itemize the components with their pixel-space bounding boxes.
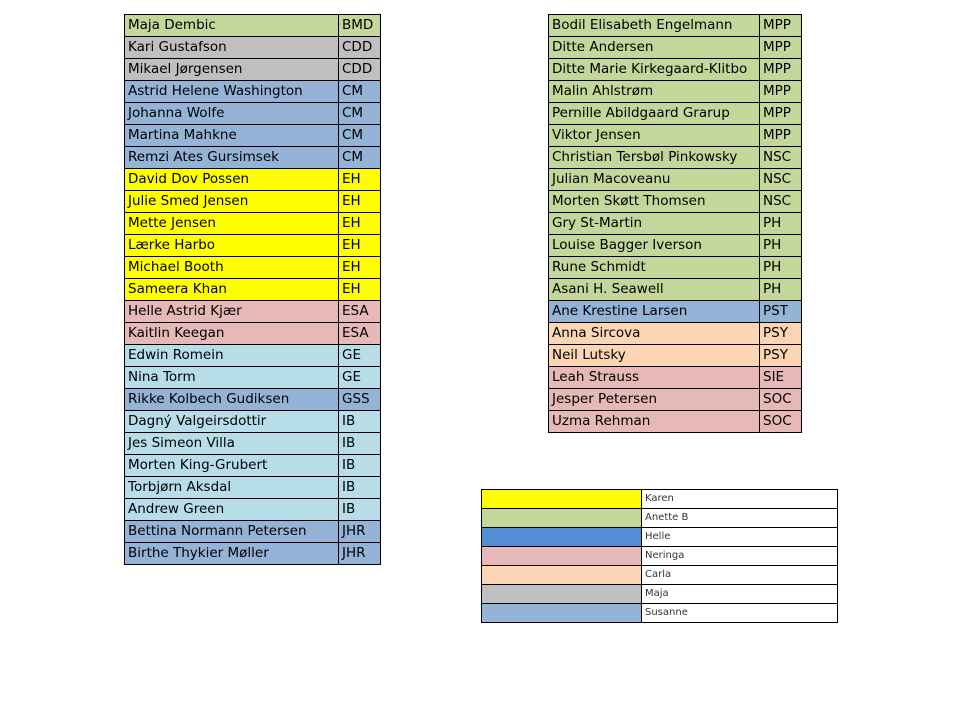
person-name-cell[interactable]: David Dov Possen: [125, 169, 339, 191]
table-row: [549, 235, 802, 257]
table-row: [549, 345, 802, 367]
department-code-cell[interactable]: EH: [339, 191, 381, 213]
person-name-cell[interactable]: Martina Mahkne: [125, 125, 339, 147]
person-name-cell[interactable]: Louise Bagger Iverson: [549, 235, 760, 257]
legend-row: [482, 528, 838, 547]
table-row: [549, 15, 802, 37]
table-row: [549, 191, 802, 213]
person-name-cell[interactable]: Jesper Petersen: [549, 389, 760, 411]
department-code-cell[interactable]: EH: [339, 257, 381, 279]
person-name-cell[interactable]: Kari Gustafson: [125, 37, 339, 59]
person-name-cell[interactable]: Christian Tersbøl Pinkowsky: [549, 147, 760, 169]
department-code-cell[interactable]: MPP: [760, 81, 802, 103]
department-code-cell[interactable]: EH: [339, 169, 381, 191]
department-code-cell[interactable]: MPP: [760, 37, 802, 59]
department-code-cell[interactable]: MPP: [760, 125, 802, 147]
department-code-cell[interactable]: SIE: [760, 367, 802, 389]
department-code-cell[interactable]: GE: [339, 367, 381, 389]
department-code-cell[interactable]: CM: [339, 125, 381, 147]
table-row: [549, 59, 802, 81]
person-name-cell[interactable]: Kaitlin Keegan: [125, 323, 339, 345]
department-code-cell[interactable]: JHR: [339, 543, 381, 565]
table-row: [125, 455, 381, 477]
table-row: [549, 81, 802, 103]
table-row: [549, 213, 802, 235]
table-row: [549, 103, 802, 125]
legend-color-swatch[interactable]: [482, 490, 642, 509]
person-name-cell[interactable]: Julian Macoveanu: [549, 169, 760, 191]
department-code-cell[interactable]: EH: [339, 213, 381, 235]
legend-label-cell[interactable]: Maja: [642, 585, 838, 604]
department-code-cell[interactable]: PH: [760, 257, 802, 279]
table-row: [125, 235, 381, 257]
department-code-cell[interactable]: IB: [339, 499, 381, 521]
table-row: [125, 477, 381, 499]
person-name-cell[interactable]: Jes Simeon Villa: [125, 433, 339, 455]
legend-color-swatch[interactable]: [482, 509, 642, 528]
table-row: [125, 323, 381, 345]
table-row: [125, 81, 381, 103]
person-name-cell[interactable]: Edwin Romein: [125, 345, 339, 367]
person-name-cell[interactable]: Julie Smed Jensen: [125, 191, 339, 213]
department-code-cell[interactable]: IB: [339, 433, 381, 455]
department-code-cell[interactable]: IB: [339, 411, 381, 433]
table-row: [125, 521, 381, 543]
legend-color-swatch[interactable]: [482, 547, 642, 566]
department-code-cell[interactable]: PH: [760, 213, 802, 235]
person-name-cell[interactable]: Mette Jensen: [125, 213, 339, 235]
table-row: [125, 37, 381, 59]
department-code-cell[interactable]: ESA: [339, 323, 381, 345]
table-row: [549, 411, 802, 433]
department-code-cell[interactable]: JHR: [339, 521, 381, 543]
table-row: [549, 323, 802, 345]
department-code-cell[interactable]: CDD: [339, 37, 381, 59]
person-name-cell[interactable]: Lærke Harbo: [125, 235, 339, 257]
department-code-cell[interactable]: GSS: [339, 389, 381, 411]
department-code-cell[interactable]: SOC: [760, 411, 802, 433]
person-name-cell[interactable]: Uzma Rehman: [549, 411, 760, 433]
person-name-cell[interactable]: Birthe Thykier Møller: [125, 543, 339, 565]
department-code-cell[interactable]: PH: [760, 235, 802, 257]
person-name-cell[interactable]: Bettina Normann Petersen: [125, 521, 339, 543]
department-code-cell[interactable]: BMD: [339, 15, 381, 37]
table-row: [549, 367, 802, 389]
table-row: [125, 169, 381, 191]
legend-color-swatch[interactable]: [482, 604, 642, 623]
department-code-cell[interactable]: IB: [339, 477, 381, 499]
department-code-cell[interactable]: NSC: [760, 147, 802, 169]
department-code-cell[interactable]: EH: [339, 235, 381, 257]
table-row: [125, 389, 381, 411]
table-row: [125, 279, 381, 301]
person-name-cell[interactable]: Morten King-Grubert: [125, 455, 339, 477]
department-code-cell[interactable]: PST: [760, 301, 802, 323]
table-row: [549, 389, 802, 411]
legend-label-cell[interactable]: Carla: [642, 566, 838, 585]
table-row: [125, 499, 381, 521]
person-name-cell[interactable]: Malin Ahlstrøm: [549, 81, 760, 103]
department-code-cell[interactable]: NSC: [760, 191, 802, 213]
department-code-cell[interactable]: CM: [339, 81, 381, 103]
person-name-cell[interactable]: Sameera Khan: [125, 279, 339, 301]
department-code-cell[interactable]: MPP: [760, 103, 802, 125]
department-code-cell[interactable]: EH: [339, 279, 381, 301]
department-code-cell[interactable]: IB: [339, 455, 381, 477]
person-name-cell[interactable]: Rune Schmidt: [549, 257, 760, 279]
person-name-cell[interactable]: Ane Krestine Larsen: [549, 301, 760, 323]
legend-label-cell[interactable]: Anette B: [642, 509, 838, 528]
table-row: [549, 37, 802, 59]
person-name-cell[interactable]: Ditte Marie Kirkegaard-Klitbo: [549, 59, 760, 81]
table-row: [125, 191, 381, 213]
person-name-cell[interactable]: Nina Torm: [125, 367, 339, 389]
legend-row: [482, 490, 838, 509]
person-name-cell[interactable]: Helle Astrid Kjær: [125, 301, 339, 323]
table-row: [125, 103, 381, 125]
person-name-cell[interactable]: Remzi Ates Gursimsek: [125, 147, 339, 169]
table-row: [125, 147, 381, 169]
department-code-cell[interactable]: ESA: [339, 301, 381, 323]
department-code-cell[interactable]: PSY: [760, 323, 802, 345]
legend-label-cell[interactable]: Helle: [642, 528, 838, 547]
person-name-cell[interactable]: Viktor Jensen: [549, 125, 760, 147]
table-row: [125, 15, 381, 37]
department-code-cell[interactable]: SOC: [760, 389, 802, 411]
table-row: [549, 301, 802, 323]
person-name-cell[interactable]: Anna Sircova: [549, 323, 760, 345]
table-row: [549, 125, 802, 147]
person-name-cell[interactable]: Ditte Andersen: [549, 37, 760, 59]
person-name-cell[interactable]: Mikael Jørgensen: [125, 59, 339, 81]
department-code-cell[interactable]: PH: [760, 279, 802, 301]
table-row: [125, 257, 381, 279]
legend-color-swatch[interactable]: [482, 528, 642, 547]
department-code-cell[interactable]: MPP: [760, 15, 802, 37]
person-name-cell[interactable]: Asani H. Seawell: [549, 279, 760, 301]
person-name-cell[interactable]: Johanna Wolfe: [125, 103, 339, 125]
person-name-cell[interactable]: Rikke Kolbech Gudiksen: [125, 389, 339, 411]
table-row: [125, 59, 381, 81]
legend-label-cell[interactable]: Karen: [642, 490, 838, 509]
color-legend-table: [481, 489, 838, 623]
right-roster-table: [548, 14, 802, 433]
legend-row: [482, 547, 838, 566]
department-code-cell[interactable]: CM: [339, 147, 381, 169]
person-name-cell[interactable]: Torbjørn Aksdal: [125, 477, 339, 499]
person-name-cell[interactable]: Morten Skøtt Thomsen: [549, 191, 760, 213]
department-code-cell[interactable]: PSY: [760, 345, 802, 367]
person-name-cell[interactable]: Leah Strauss: [549, 367, 760, 389]
legend-label-cell[interactable]: Neringa: [642, 547, 838, 566]
legend-row: [482, 604, 838, 623]
legend-label-cell[interactable]: Susanne: [642, 604, 838, 623]
table-row: [125, 543, 381, 565]
legend-row: [482, 509, 838, 528]
table-row: [125, 345, 381, 367]
person-name-cell[interactable]: Astrid Helene Washington: [125, 81, 339, 103]
department-code-cell[interactable]: MPP: [760, 59, 802, 81]
person-name-cell[interactable]: Bodil Elisabeth Engelmann: [549, 15, 760, 37]
person-name-cell[interactable]: Neil Lutsky: [549, 345, 760, 367]
person-name-cell[interactable]: Maja Dembic: [125, 15, 339, 37]
legend-row: [482, 566, 838, 585]
table-row: [125, 411, 381, 433]
table-row: [549, 279, 802, 301]
department-code-cell[interactable]: CDD: [339, 59, 381, 81]
person-name-cell[interactable]: Michael Booth: [125, 257, 339, 279]
table-row: [125, 433, 381, 455]
department-code-cell[interactable]: NSC: [760, 169, 802, 191]
left-roster-table: [124, 14, 381, 565]
legend-color-swatch[interactable]: [482, 566, 642, 585]
table-row: [125, 125, 381, 147]
person-name-cell[interactable]: Dagný Valgeirsdottir: [125, 411, 339, 433]
person-name-cell[interactable]: Pernille Abildgaard Grarup: [549, 103, 760, 125]
legend-row: [482, 585, 838, 604]
table-row: [549, 147, 802, 169]
person-name-cell[interactable]: Andrew Green: [125, 499, 339, 521]
table-row: [125, 213, 381, 235]
table-row: [549, 257, 802, 279]
department-code-cell[interactable]: CM: [339, 103, 381, 125]
person-name-cell[interactable]: Gry St-Martin: [549, 213, 760, 235]
legend-color-swatch[interactable]: [482, 585, 642, 604]
table-row: [549, 169, 802, 191]
department-code-cell[interactable]: GE: [339, 345, 381, 367]
table-row: [125, 367, 381, 389]
table-row: [125, 301, 381, 323]
